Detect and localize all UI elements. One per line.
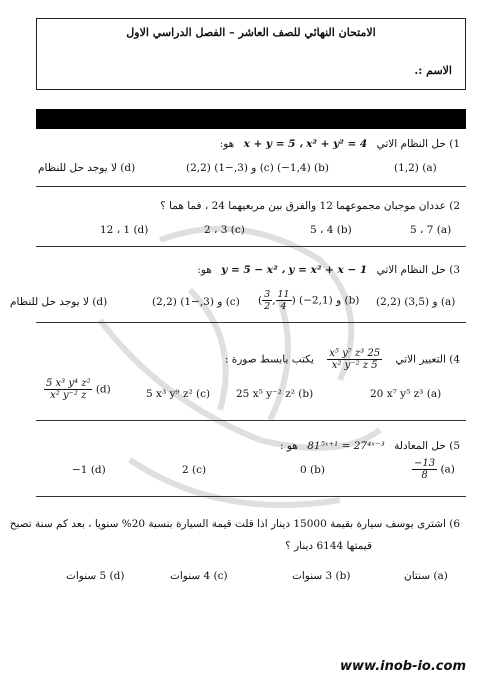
q4-d-label: (d) [95, 383, 111, 396]
q2-option-d[interactable]: 12 ، 1 (d) [100, 224, 149, 236]
q3-option-d[interactable]: (d) لا يوجد حل للنظام [10, 296, 108, 308]
q1-system: x + y = 5 ، x² + y² = 4 [243, 138, 368, 150]
exam-title: الامتحان النهائي للصف العاشر – الفصل الدراسي الاول [126, 26, 376, 39]
q1-suffix: هو: [219, 138, 235, 150]
q4-expr-den: 5 x² y⁻² z [331, 360, 378, 371]
q3-suffix: هو: [197, 264, 212, 276]
q6-option-a[interactable]: (a) سنتان [404, 570, 448, 582]
q4-expr-num: 25 x⁵ y⁷ z³ [329, 348, 381, 359]
question-6-line1: 6) اشترى يوسف سيارة بقيمة 15000 دينار اذا قلت قيمة السيارة بنسبة 20% سنويا ، بعد كم سنة تصبح [9, 518, 460, 530]
q4-expression [327, 348, 382, 371]
q1-option-a[interactable]: (1,2) (a) [394, 162, 437, 174]
question-5 [280, 440, 460, 452]
q5-suffix: هو : [280, 440, 298, 452]
q4-suffix: يكتب بابسط صورة : [224, 353, 314, 366]
q2-option-a[interactable]: 5 ، 7 (a) [410, 224, 452, 236]
q2-option-b[interactable]: 5 ، 4 (b) [310, 224, 352, 236]
q3-option-a[interactable]: (2,2) و (3,5) (a) [376, 296, 456, 308]
q3-b-label: (b) [344, 294, 360, 307]
q4-option-b[interactable]: 25 x⁵ y⁻² z² (b) [236, 388, 314, 400]
q3-text: 3) حل النظام الاتي [376, 264, 460, 276]
q5-equation: 81⁵ˣ⁺¹ = 27⁴ˣ⁻³ [307, 440, 385, 452]
q1-option-b[interactable]: (−1,4) (b) [277, 162, 329, 174]
q4-option-a[interactable]: 20 x⁷ y⁵ z³ (a) [370, 388, 442, 400]
q3-b-frac-den2: 4 [280, 301, 287, 312]
question-6-line2: قيمتها 6144 دينار ؟ [285, 540, 372, 552]
divider [36, 496, 466, 497]
q5-option-d[interactable]: −1 (d) [72, 464, 106, 476]
question-3 [197, 264, 460, 276]
q4-d-den: x² y⁻² z [50, 390, 87, 401]
q1-text: 1) حل النظام الاتي [376, 138, 460, 150]
q6-option-c[interactable]: (c) 4 سنوات [170, 570, 228, 582]
divider [36, 186, 466, 187]
q4-option-c[interactable]: 5 x³ y⁹ z² (c) [146, 388, 211, 400]
q4-option-d[interactable] [44, 378, 111, 401]
q1-option-d[interactable]: (d) لا يوجد حل للنظام [38, 162, 136, 174]
q3-b-pre: (−2,1) و [299, 294, 342, 307]
q3-b-frac-num1: 3 [264, 289, 271, 300]
question-2: 2) عددان موجبان مجموعهما 12 والفرق بين مربعيهما 24 ، فما هما ؟ [160, 200, 460, 212]
q6-option-d[interactable]: (d) 5 سنوات [66, 570, 125, 582]
q6-option-b[interactable]: (b) 3 سنوات [292, 570, 351, 582]
q5-option-b[interactable]: 0 (b) [300, 464, 325, 476]
q3-option-c[interactable]: (2,2) و (3,−1) (c) [152, 296, 240, 308]
footer-site: www.inob-io.com [340, 659, 466, 674]
q5-option-c[interactable]: 2 (c) [182, 464, 207, 476]
black-bar [36, 109, 466, 129]
q3-option-b[interactable]: ( $\frac{3}{2}$ , $\frac{11}{4}$ ) (−2,1) و (b) [258, 289, 360, 312]
q3-b-frac-den1: 2 [264, 301, 271, 312]
q5-option-a[interactable] [412, 458, 455, 481]
question-4 [225, 348, 460, 371]
q3-system: y = 5 − x² ، y = x² + x − 1 [221, 264, 368, 276]
q5-a-label: (a) [440, 463, 455, 476]
divider [36, 420, 466, 421]
name-label: الاسم :. [414, 64, 452, 77]
q2-option-c[interactable]: 2 ، 3 (c) [204, 224, 245, 236]
q5-text: 5) حل المعادلة [394, 440, 460, 452]
q1-option-c[interactable]: (2,2) و (3,−1) (c) [186, 162, 274, 174]
q4-text: 4) التعبير الاتي [395, 353, 460, 366]
q4-d-num: 5 x³ y⁴ z² [46, 378, 91, 389]
divider [36, 246, 466, 247]
q5-a-den: 8 [421, 470, 428, 481]
question-1 [220, 138, 460, 150]
q5-a-num: −13 [414, 458, 436, 469]
divider [36, 322, 466, 323]
q3-b-frac-num2: 11 [277, 289, 290, 300]
